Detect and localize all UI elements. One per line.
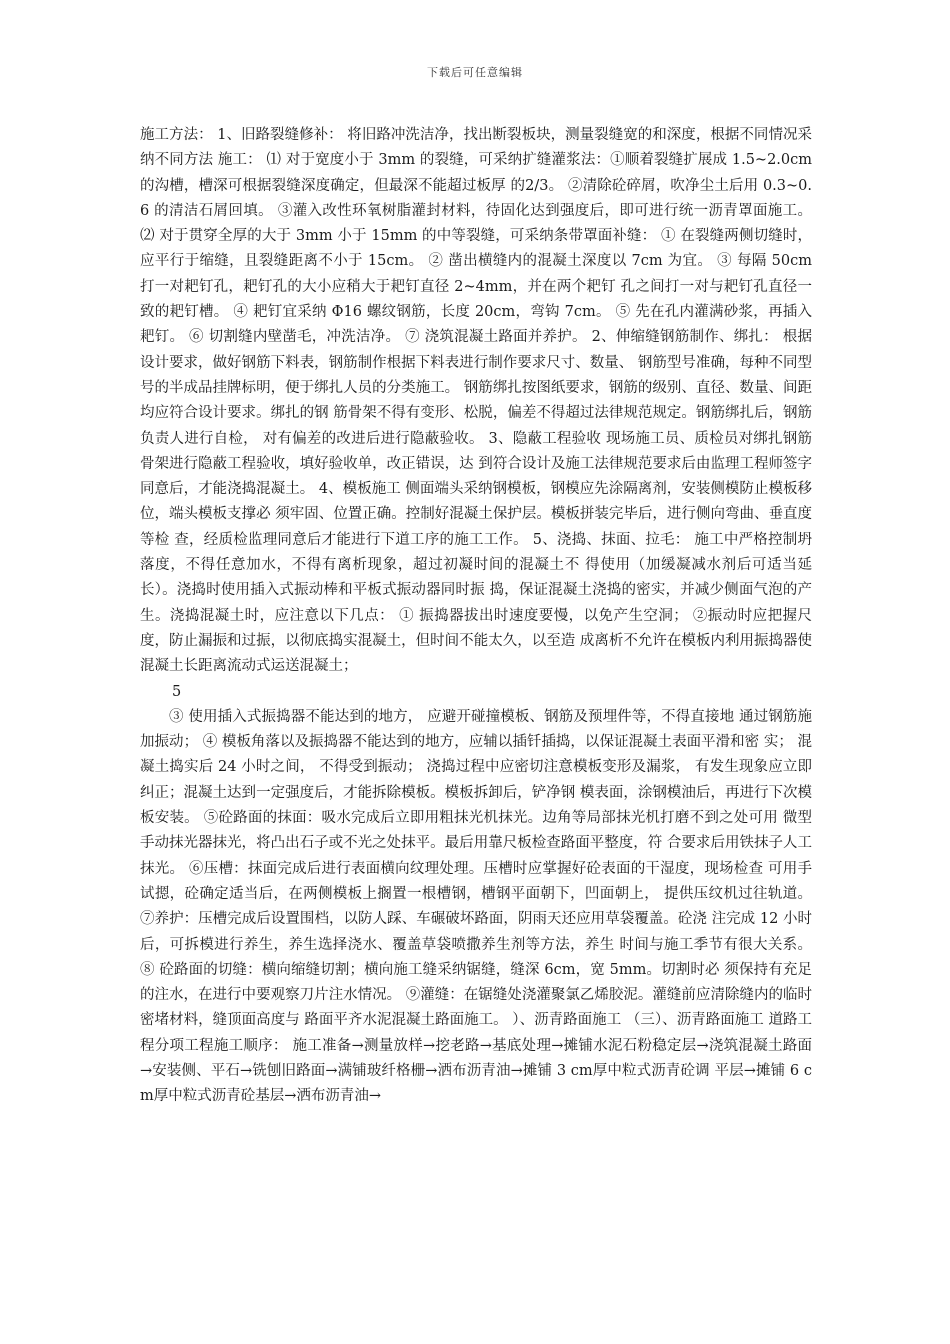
document-body [140,123,812,1110]
body-paragraph-1: 施工方法： 1、旧路裂缝修补： 将旧路冲洗洁净，找出断裂板块，测量裂缝宽的和深度，根据不同情况采纳不同方法 施工： ⑴ 对于宽度小于 3mm 的裂缝，可采纳扩缝灌浆法：①顺着裂缝扩展成 1.5~2.0cm 的沟槽，槽深可根据裂缝深度确定，但最深不能超过板厚 的2/3。 ②清除砼碎屑，吹净尘土后用 0.3~0.6 的清洁石屑回填。 ③灌入改性环氧树脂灌封材料，待固化达到强度后，即可进行统一沥青罩面施工。 ⑵ 对于贯穿全厚的大于 3mm 小于 15mm 的中等裂缝，可采纳条带罩面补缝： ① 在裂缝两侧切缝时，应平行于缩缝，且裂缝距离不小于 15cm。 ② 凿出横缝内的混凝土深度以 7cm 为宜。 ③ 每隔 50cm 打一对耙钉孔，耙钉孔的大小应稍大于耙钉直径 2~4mm，并在两个耙钉 孔之间打一对与耙钉孔直径一致的耙钉槽。 ④ 耙钉宜采纳 Φ16 螺纹钢筋，长度 20cm，弯钩 7cm。 ⑤ 先在孔内灌满砂浆，再插入耙钉。 ⑥ 切割缝内壁凿毛，冲洗洁净。 ⑦ 浇筑混凝土路面并养护。 2、伸缩缝钢筋制作、绑扎： 根据设计要求，做好钢筋下料表，钢筋制作根据下料表进行制作要求尺寸、数量、 钢筋型号准确，每种不同型号的半成品挂牌标明，便于绑扎人员的分类施工。 钢筋绑扎按图纸要求，钢筋的级别、直径、数量、间距均应符合设计要求。绑扎的钢 筋骨架不得有变形、松脱，偏差不得超过法律规范规定。钢筋绑扎后，钢筋负责人进行自检， 对有偏差的改进后进行隐蔽验收。 3、隐蔽工程验收 现场施工员、质检员对绑扎钢筋骨架进行隐蔽工程验收，填好验收单，改正错误，达 到符合设计及施工法律规范要求后由监理工程师签字同意后，才能浇捣混凝土。 4、模板施工 侧面端头采纳钢模板，钢模应先涂隔离剂，安装侧模防止模板移位，端头模板支撑必 须牢固、位置正确。控制好混凝土保护层。模板拼装完毕后，进行侧向弯曲、垂直度等检 查，经质检监理同意后才能进行下道工序的施工工作。 5、浇捣、抹面、拉毛： 施工中严格控制坍落度，不得任意加水，不得有离析现象，超过初凝时间的混凝土不 得使用（加缓凝减水剂后可适当延长）。浇捣时使用插入式振动棒和平板式振动器同时振 捣，保证混凝土浇捣的密实，并减少侧面气泡的产生。浇捣混凝土时，应注意以下几点： ① 振捣器拔出时速度要慢，以免产生空洞； ②振动时应把握尺度，防止漏振和过振，以彻底捣实混凝土，但时间不能太久，以至造 成离析不允许在模板内利用振捣器使混凝土长距离流动式运送混凝土； [140,127,812,675]
page-header: 下载后可任意编辑 [427,66,523,79]
body-paragraph-2: ③ 使用插入式振捣器不能达到的地方， 应避开碰撞模板、钢筋及预埋件等，不得直接地 通过钢筋施加振动； ④ 模板角落以及振捣器不能达到的地方，应辅以插钎插捣，以保证混凝土表面平滑和密 实； 混凝土捣实后 24 小时之间， 不得受到振动； 浇捣过程中应密切注意模板变形及漏浆， 有发生现象应立即纠正；混凝土达到一定强度后，才能拆除模板。模板拆卸后，铲净钢 模表面，涂钢模油后，再进行下次模板安装。 ⑤砼路面的抹面：吸水完成后立即用粗抹光机抹光。边角等局部抹光机打磨不到之处可用 微型手动抹光器抹光，将凸出石子或不光之处抹平。最后用靠尺板检查路面平整度，符 合要求后用铁抹子人工抹光。 ⑥压槽：抹面完成后进行表面横向纹理处理。压槽时应掌握好砼表面的干湿度，现场检查 可用手试摁，砼确定适当后，在两侧模板上搁置一根槽钢，槽钢平面朝下，凹面朝上， 提供压纹机过往轨道。 ⑦养护：压槽完成后设置围档，以防人踩、车碾破坏路面，阴雨天还应用草袋覆盖。砼浇 注完成 12 小时后，可拆模进行养生，养生选择浇水、覆盖草袋喷撒养生剂等方法，养生 时间与施工季节有很大关系。 ⑧ 砼路面的切缝：横向缩缝切割；横向施工缝采纳锯缝，缝深 6cm，宽 5mm。切割时必 须保持有充足的注水，在进行中要观察刀片注水情况。 ⑨灌缝：在锯缝处浇灌聚氯乙烯胶泥。灌缝前应清除缝内的临时密堵材料，缝顶面高度与 路面平齐水泥混凝土路面施工。 ）、沥青路面施工 （三）、沥青路面施工 道路工程分项工程施工顺序： 施工准备→测量放样→挖老路→基底处理→摊铺水泥石粉稳定层→浇筑混凝土路面 →安装侧、平石→铣刨旧路面→满铺玻纤格栅→洒布沥青油→摊铺 3 cm厚中粒式沥青砼调 平层→摊铺 6 cm厚中粒式沥青砼基层→洒布沥青油→ [140,708,812,1105]
page-number: 5 [172,683,182,700]
